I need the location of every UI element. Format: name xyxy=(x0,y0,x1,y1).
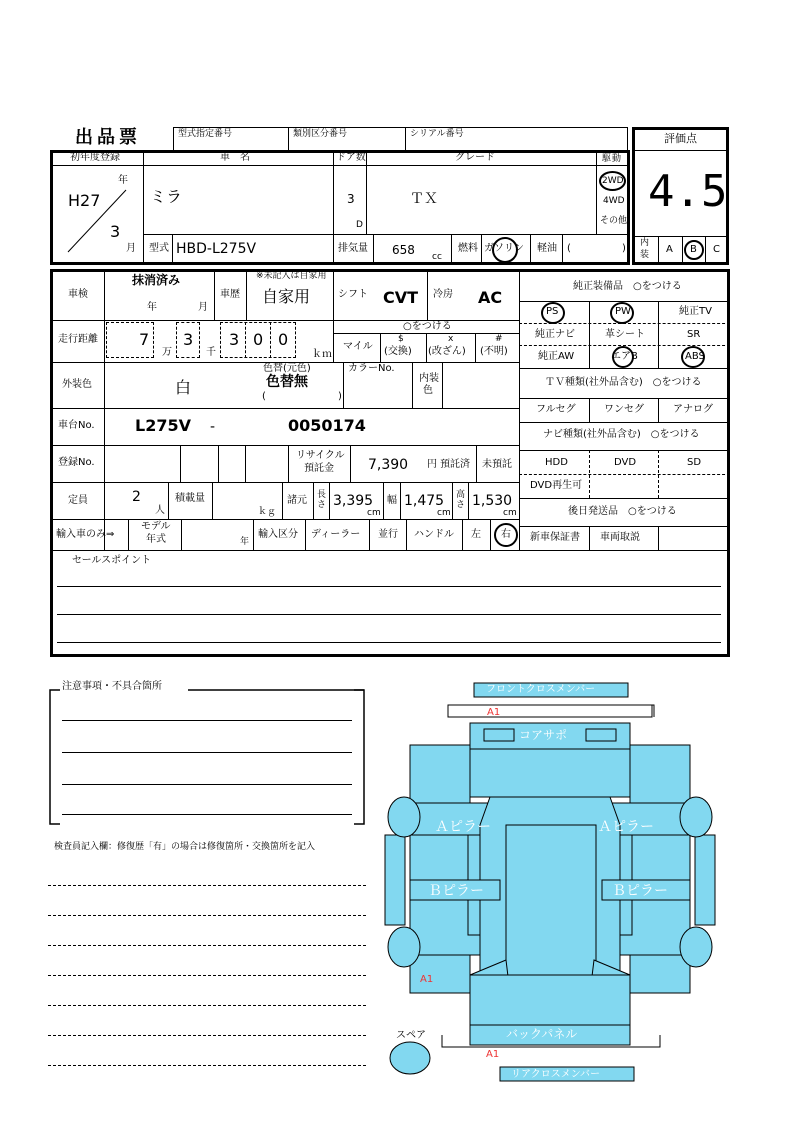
repaint-value: 色替無 xyxy=(266,374,308,390)
rear-right-quarter xyxy=(630,955,690,993)
front-cross-member-label: フロントクロスメンバー xyxy=(486,684,596,695)
fuel-light-oil: 軽油 xyxy=(537,243,557,254)
length-label: 長さ xyxy=(317,490,327,510)
front-right-apron xyxy=(630,745,690,803)
recycle-not-deposited: 未預託 xyxy=(482,459,512,470)
capacity-label: 定員 xyxy=(68,495,88,506)
mileage-label: 走行距離 xyxy=(58,334,98,345)
navi-sd: SD xyxy=(687,457,702,468)
equip-airbag: エアB xyxy=(611,351,638,362)
width-unit: cm xyxy=(437,508,451,518)
inspection-label: 車検 xyxy=(68,289,88,300)
mileage-sym-x: x xyxy=(448,334,454,344)
capacity-unit: 人 xyxy=(155,505,165,516)
import-model-year-label-2: 年式 xyxy=(146,534,166,545)
displacement-label: 排気量 xyxy=(338,243,368,254)
displacement-unit: cc xyxy=(432,252,442,262)
color-value: 白 xyxy=(175,378,192,397)
equip-abs-circle xyxy=(681,346,705,368)
equip-tv: 純正TV xyxy=(679,306,712,317)
interior-b-circle xyxy=(684,240,704,260)
category-number-label: 類別区分番号 xyxy=(293,129,348,139)
mileage-sym-hash: # xyxy=(495,334,503,344)
mileage-tamper: (改ざん) xyxy=(428,346,466,357)
month-unit: 月 xyxy=(126,243,136,254)
equip-leather: 革シート xyxy=(605,329,645,340)
right-rocker xyxy=(695,835,715,925)
import-class-label: 輸入区分 xyxy=(258,529,298,540)
fuel-gasoline: ガソリン xyxy=(484,243,524,254)
interior-label-1: 内 xyxy=(640,238,650,248)
core-support-label: コアサポ xyxy=(519,728,568,742)
equip-pw: PW xyxy=(615,306,631,317)
history-value: 自家用 xyxy=(262,287,311,306)
mileage-km-unit: ｋｍ xyxy=(312,349,332,360)
drive-2wd-circle xyxy=(599,171,626,191)
equip-ps: PS xyxy=(546,306,559,317)
first-reg-year: H27 xyxy=(68,191,101,210)
recycle-deposited: 預託済 xyxy=(440,459,470,470)
drive-4wd: 4WD xyxy=(603,196,625,206)
tv-title: ＴＶ種類(社外品含む) ○をつける xyxy=(545,377,702,388)
width-value: 1,475 xyxy=(404,493,445,509)
diagonal-line xyxy=(60,186,130,256)
interior-color-label-1: 内装 xyxy=(419,373,439,384)
navi-hdd: HDD xyxy=(545,457,568,468)
equip-sr: SR xyxy=(687,329,701,340)
color-no-label: カラーNo. xyxy=(348,363,395,374)
inspection-year-unit: 年 xyxy=(147,302,157,313)
rear-left-tire xyxy=(388,927,420,967)
width-label: 幅 xyxy=(387,495,397,506)
height-unit: cm xyxy=(503,508,517,518)
interior-b: B xyxy=(690,244,697,255)
front-left-apron xyxy=(410,745,470,803)
drive-2wd: 2WD xyxy=(602,176,624,186)
header-id-boxes xyxy=(173,127,628,151)
handle-left: 左 xyxy=(471,529,481,540)
first-reg-label: 初年度登録 xyxy=(70,152,120,163)
mileage-digit-2: 3 xyxy=(183,330,194,349)
height-value: 1,530 xyxy=(472,493,513,509)
load-unit: ｋｇ xyxy=(258,507,277,517)
repaint-paren-close: ) xyxy=(338,391,342,402)
chassis-prefix: L275V xyxy=(135,416,191,435)
mileage-sen-unit: 千 xyxy=(206,347,216,358)
import-dealer: ディーラー xyxy=(311,529,361,540)
recycle-unit: 円 xyxy=(427,459,437,470)
notes-bracket xyxy=(48,688,368,828)
import-model-year-label-1: モデル xyxy=(141,521,171,532)
grade-label: グレード xyxy=(455,152,495,163)
serial-number-label: シリアル番号 xyxy=(410,129,464,139)
load-label: 積載量 xyxy=(175,493,205,504)
first-reg-month: 3 xyxy=(110,222,121,241)
history-label: 車歴 xyxy=(220,289,240,300)
inspection-month-unit: 月 xyxy=(198,302,208,313)
shift-value: CVT xyxy=(383,288,419,307)
mileage-mile: マイル xyxy=(343,341,373,352)
doors-value: 3 xyxy=(347,192,355,206)
score-value: 4.5 xyxy=(648,166,728,217)
grade-value: ＴＸ xyxy=(410,191,438,207)
inspector-label: 検査員記入欄：修復歴「有」の場合は修復箇所・交換箇所を記入 xyxy=(54,842,316,852)
inspection-value: 抹消済み xyxy=(132,273,181,287)
handle-right-circle xyxy=(494,523,518,547)
fuel-other: ( xyxy=(567,243,571,254)
chassis-number: 0050174 xyxy=(288,416,366,435)
mileage-mark-label: ○をつける xyxy=(403,321,452,332)
displacement-value: 658 xyxy=(392,243,415,257)
navi-title: ナビ種類(社外品含む) ○をつける xyxy=(543,429,700,440)
import-parallel: 並行 xyxy=(378,529,398,540)
damage-mark-rear: A1 xyxy=(486,1049,500,1060)
equip-ps-circle xyxy=(541,302,565,324)
mileage-digit-5: 0 xyxy=(278,330,289,349)
shift-label: シフト xyxy=(338,289,368,300)
import-year-unit: 年 xyxy=(240,537,250,547)
ac-label: 冷房 xyxy=(433,289,453,300)
mileage-digit-1: 7 xyxy=(139,330,150,349)
trunk-floor xyxy=(470,975,630,1025)
equip-pw-circle xyxy=(610,302,634,324)
fuel-gasoline-circle xyxy=(492,237,518,263)
drive-label-2: 動 xyxy=(612,154,622,164)
year-unit: 年 xyxy=(118,175,128,186)
a-pillar-right-label: Ａピラー xyxy=(598,819,654,835)
interior-a: A xyxy=(666,244,673,255)
model-label: 型式 xyxy=(149,243,169,254)
repaint-paren-open: ( xyxy=(262,391,266,402)
tv-analog: アナログ xyxy=(673,404,713,415)
front-left-tire xyxy=(388,797,420,837)
form-title: 出品票 xyxy=(75,127,141,148)
b-pillar-right-label: Ｂピラー xyxy=(612,883,668,899)
car-name: ミラ xyxy=(150,187,183,206)
ac-value: AC xyxy=(478,288,503,307)
equip-aw: 純正AW xyxy=(538,351,575,362)
fuel-other-close: ) xyxy=(622,243,626,254)
a-pillar-left-label: Ａピラー xyxy=(435,819,491,835)
drive-other: その他 xyxy=(600,216,628,226)
navi-dvd-play: DVD再生可 xyxy=(530,480,583,491)
capacity-value: 2 xyxy=(132,489,141,505)
equipment-title: 純正装備品 ○をつける xyxy=(573,281,682,292)
drive-label-1: 駆 xyxy=(602,154,612,164)
later-manual: 車両取説 xyxy=(600,532,640,543)
import-label: 輸入車のみ⇒ xyxy=(56,529,115,540)
doors-suffix: D xyxy=(356,220,363,230)
rear-left-quarter xyxy=(410,955,470,993)
tv-oneseg: ワンセグ xyxy=(604,404,644,415)
notes-title: 注意事項・不具合箇所 xyxy=(62,681,162,692)
dims-label: 諸元 xyxy=(287,495,307,506)
equip-airbag-circle xyxy=(612,346,634,368)
recycle-value: 7,390 xyxy=(368,457,409,473)
doors-label: ドア数 xyxy=(336,152,366,163)
type-designation-label: 型式指定番号 xyxy=(178,129,233,139)
navi-dvd: DVD xyxy=(614,457,637,468)
tv-fullseg: フルセグ xyxy=(536,404,576,415)
color-label: 外装色 xyxy=(62,379,92,390)
height-label: 高さ xyxy=(456,490,466,510)
recycle-label-1: リサイクル xyxy=(296,450,345,461)
handle-right: 右 xyxy=(501,529,511,540)
fuel-label: 燃料 xyxy=(458,243,478,254)
back-panel-label: バックパネル xyxy=(506,1027,578,1041)
mileage-unknown: (不明) xyxy=(480,346,508,357)
repaint-label: 色替(元色) xyxy=(263,363,311,374)
spare-label: スペア xyxy=(396,1030,426,1041)
damage-mark-left: A1 xyxy=(420,974,434,985)
b-pillar-left-label: Ｂピラー xyxy=(428,883,484,899)
interior-color-label-2: 色 xyxy=(423,385,433,396)
length-unit: cm xyxy=(367,508,381,518)
equip-abs: ABS xyxy=(685,351,705,362)
spare-tire xyxy=(390,1042,430,1074)
interior-label-2: 装 xyxy=(640,250,650,260)
front-right-tire xyxy=(680,797,712,837)
damage-mark-front: A1 xyxy=(487,707,501,718)
score-label: 評価点 xyxy=(664,132,697,145)
history-note: ※未記入は自家用 xyxy=(256,271,327,281)
mileage-digit-3: 3 xyxy=(229,330,240,349)
model-value: HBD-L275V xyxy=(176,241,257,257)
length-value: 3,395 xyxy=(333,493,374,509)
registration-label: 登録No. xyxy=(58,457,95,468)
later-warranty: 新車保証書 xyxy=(530,532,580,543)
chassis-dash: - xyxy=(210,419,216,435)
chassis-label: 車台No. xyxy=(58,420,95,431)
mileage-man-unit: 万 xyxy=(162,347,172,358)
equip-navi: 純正ナビ xyxy=(535,329,575,340)
rear-cross-member-label: リアクロスメンバー xyxy=(511,1069,600,1080)
handle-label: ハンドル xyxy=(414,529,454,540)
mileage-sym-dollar: $ xyxy=(398,334,404,344)
rear-right-tire xyxy=(680,927,712,967)
sales-point-label: セールスポイント xyxy=(72,555,152,566)
left-rocker xyxy=(385,835,405,925)
mileage-exchange: (交換) xyxy=(384,346,412,357)
car-name-label: 車 名 xyxy=(220,152,250,163)
recycle-label-2: 預託金 xyxy=(304,463,334,474)
mileage-digit-4: 0 xyxy=(253,330,264,349)
later-title: 後日発送品 ○をつける xyxy=(568,506,677,517)
interior-c: C xyxy=(713,244,720,255)
